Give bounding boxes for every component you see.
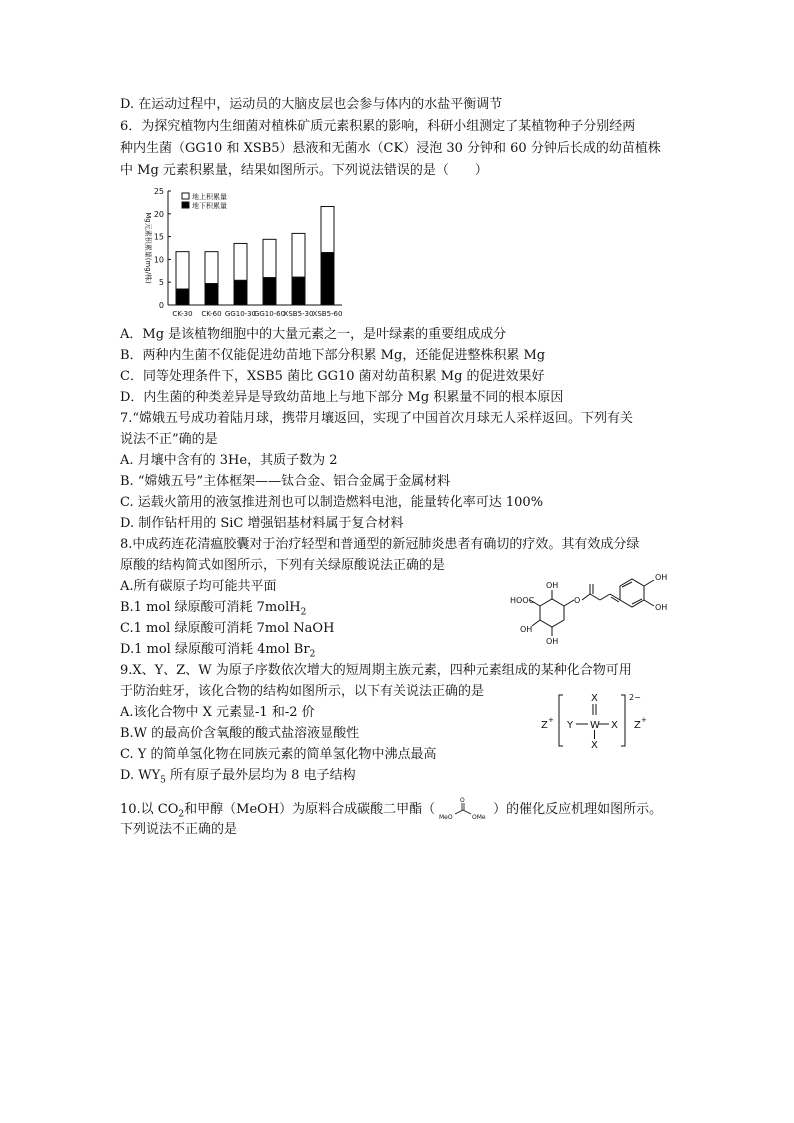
q7-option-c: C. 运载火箭用的液氢推进剂也可以制造燃料电池，能量转化率可达 100%: [120, 495, 544, 510]
dimethyl-carbonate-structure: [435, 795, 493, 821]
q8-option-d: [120, 642, 315, 663]
q9-option-d-sub: 5: [160, 775, 166, 786]
bar-below-4: [292, 277, 305, 305]
x-bottom-atom: X: [591, 740, 598, 751]
y-tick-label-4: 20: [153, 209, 164, 219]
bar-above-5: [321, 207, 334, 253]
bar-above-4: [292, 233, 305, 277]
oh-label-3: OH: [655, 603, 668, 612]
q9-option-d-text: D. WY: [120, 768, 161, 783]
x-tick-label-3: GG10-60: [253, 310, 286, 318]
bar-below-2: [234, 280, 247, 305]
chart-svg: [130, 183, 350, 321]
anion-charge: 2−: [629, 693, 641, 702]
q7-stem-line2: 说法不正”确的是: [120, 432, 218, 447]
q6-stem-line3: 中 Mg 元素积累量，结果如图所示。下列说法错误的是（ ）: [120, 163, 488, 178]
y-tick-label-0: 0: [158, 301, 164, 310]
q8-option-b-sub: 2: [300, 607, 307, 618]
bar-below-0: [176, 289, 189, 305]
q7-option-b: B. “嫦娥五号”主体框架——钛合金、铝合金属于金属材料: [120, 474, 451, 489]
x-tick-label-5: XSB5-60: [312, 310, 343, 318]
z-left: Z: [541, 720, 548, 731]
q8-option-d-sub: 2: [309, 649, 316, 660]
q7-option-d: D. 制作钻杆用的 SiC 增强铝基材料属于复合材料: [120, 516, 404, 531]
chlorogenic-acid-structure: [500, 566, 680, 646]
q8-stem-line1: 8.中成药连花清瘟胶囊对于治疗轻型和普通型的新冠肺炎患者有确切的疗效。其有效成分绿: [120, 537, 640, 552]
bar-below-5: [321, 253, 334, 305]
q8-option-d-text: D.1 mol 绿原酸可消耗 4mol Br: [120, 642, 310, 657]
q10-text-2: 和甲醇（MeOH）为原料合成碳酸二甲酯（: [184, 802, 436, 817]
oh-label-4: OH: [520, 625, 533, 634]
q6-stem-line1: 6．为探究植物内生细菌对植株矿质元素积累的影响，科研小组测定了某植物种子分别经两: [120, 119, 636, 134]
x-tick-label-0: CK-30: [172, 310, 193, 318]
compound-structure: [535, 690, 665, 752]
y-tick-label-2: 10: [153, 255, 164, 265]
bar-above-3: [263, 239, 276, 277]
bar-below-3: [263, 278, 276, 305]
x-tick-label-4: XSB5-30: [283, 310, 314, 318]
z-right: Z: [634, 720, 641, 731]
x-tick-label-2: GG10-30: [224, 310, 257, 318]
w-atom: W: [590, 720, 600, 731]
bar-below-1: [205, 284, 218, 305]
legend-label-below: 地下积累量: [192, 202, 227, 210]
q10-text-1: 10.以 CO: [120, 802, 179, 817]
oh-label-1: OH: [546, 581, 559, 590]
y-axis-label: Mg元素积累量(mg/株): [144, 212, 152, 284]
q9-option-d: [120, 768, 356, 789]
q10-stem-line2: 下列说法不正确的是: [120, 822, 238, 837]
q8-option-a: A.所有碳原子均可能共平面: [120, 579, 277, 594]
z-left-charge: +: [548, 716, 554, 724]
q6-option-c: C．同等处理条件下，XSB5 菌比 GG10 菌对幼苗积累 Mg 的促进效果好: [120, 369, 545, 384]
q6-stem-line2: 种内生菌（GG10 和 XSB5）悬液和无菌水（CK）浸泡 30 分钟和 60 分钟后长成的幼苗植株: [120, 141, 661, 156]
q6-option-d: D．内生菌的种类差异是导致幼苗地上与地下部分 Mg 积累量不同的根本原因: [120, 390, 564, 405]
bar-above-1: [205, 252, 218, 284]
y-tick-label-1: 5: [158, 278, 164, 288]
x-top-atom: X: [591, 693, 598, 704]
cooh-label: HOOC: [510, 596, 535, 605]
dmc-right: OMe: [472, 814, 486, 821]
bar-above-0: [176, 252, 189, 289]
q10-sub: 2: [178, 809, 185, 820]
q8-option-b-text: B.1 mol 绿原酸可消耗 7molH: [120, 600, 301, 615]
y-tick-label-5: 25: [153, 187, 164, 196]
x-right-atom: X: [611, 720, 618, 731]
oh-label-5: OH: [546, 637, 559, 646]
o-label: O: [574, 596, 581, 605]
q8-option-b: [120, 600, 306, 621]
q9-option-d-post: 所有原子最外层均为 8 电子结构: [165, 768, 356, 783]
q7-stem-line1: 7.“嫦娥五号成功着陆月球，携带月壤返回，实现了中国首次月球无人采样返回。下列有关: [120, 411, 634, 426]
q7-option-a: A. 月壤中含有的 3He，其质子数为 2: [120, 453, 338, 468]
q6-option-a: A．Mg 是该植物细胞中的大量元素之一，是叶绿素的重要组成成分: [120, 327, 507, 342]
q9-option-c: C. Y 的简单氢化物在同族元素的简单氢化物中沸点最高: [120, 747, 437, 762]
oh-label-2: OH: [655, 573, 668, 582]
q9-option-b: B.W 的最高价含氧酸的酸式盐溶液显酸性: [120, 726, 360, 741]
q9-stem-line2: 于防治蛀牙，该化合物的结构如图所示，以下有关说法正确的是: [120, 684, 485, 699]
bar-above-2: [234, 243, 247, 280]
dmc-o-top: O: [460, 797, 465, 804]
y-tick-label-3: 15: [153, 232, 164, 242]
mg-accumulation-chart: [130, 183, 350, 321]
z-right-charge: +: [641, 716, 647, 724]
q8-stem-line2: 原酸的结构简式如图所示，下列有关绿原酸说法正确的是: [120, 558, 446, 573]
q5-option-d: D. 在运动过程中，运动员的大脑皮层也会参与体内的水盐平衡调节: [120, 97, 503, 112]
q10-text-3: ）的催化反应机理如图所示。: [493, 802, 663, 817]
legend-label-above: 地上积累量: [192, 193, 227, 201]
legend-swatch-above: [182, 193, 189, 199]
dmc-left: MeO: [439, 814, 453, 821]
q10-stem-line1: [120, 795, 662, 823]
x-tick-label-1: CK-60: [201, 310, 222, 318]
legend-swatch-below: [182, 202, 189, 208]
q9-stem-line1: 9.X、Y、Z、W 为原子序数依次增大的短周期主族元素，四种元素组成的某种化合物可用: [120, 663, 632, 678]
q6-option-b: B．两种内生菌不仅能促进幼苗地下部分积累 Mg，还能促进整株积累 Mg: [120, 348, 546, 363]
q9-option-a: A.该化合物中 X 元素显-1 和-2 价: [120, 705, 315, 720]
q8-option-c: C.1 mol 绿原酸可消耗 7mol NaOH: [120, 621, 335, 636]
y-atom: Y: [567, 720, 574, 731]
